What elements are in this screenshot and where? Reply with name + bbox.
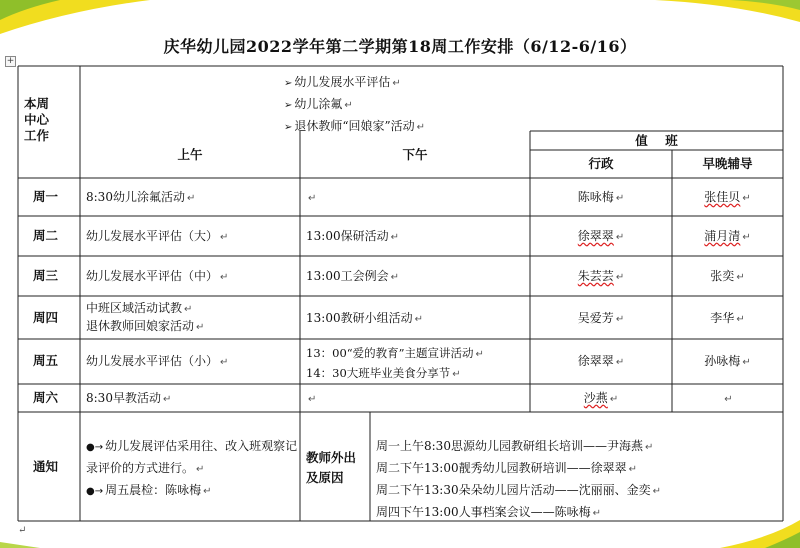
center-work-label-line: 工作 [24,128,50,143]
am-cell: 8:30早教活动 ↵ [86,391,172,405]
pm-cell: 13：00“爱的教育”主题宣讲活动 ↵ 14：30大班毕业美食分享节 ↵ [306,346,484,380]
list-item: ➢ 退休教师“回娘家”活动 ↵ [284,119,426,133]
admin-cell: 朱芸芸 ↵ [577,269,625,283]
pm-cell: 13:00保研活动 ↵ [306,229,399,243]
list-item: ➢ 幼儿发展水平评估 ↵ [284,75,401,89]
pm-cell: 13:00工会例会 ↵ [306,269,399,283]
list-item: ●→ 幼儿发展评估采用往、改入班观察记录评价的方式进行。 ↵ [86,439,298,475]
page-title: 庆华幼儿园2022学年第二学期第18周工作安排（6/12-6/16） [163,37,637,56]
am-cell: 幼儿发展水平评估（小） ↵ [86,354,229,368]
header-pm: 下午 [402,147,428,162]
list-item: ➢ 幼儿涂氟 ↵ [284,97,353,111]
pm-cell: ↵ [308,394,317,405]
list-item: 周四下午13:00人事档案会议——陈咏梅 ↵ [376,505,601,519]
am-cell: 8:30幼儿涂氟活动 ↵ [86,190,196,204]
teachers-out-label: 教师外出 及原因 [306,450,357,485]
am-cell: 中班区域活动试教 ↵ 退休教师回娘家活动 ↵ [86,301,205,333]
guard-cell: 张奕 ↵ [710,269,745,283]
admin-cell: 陈咏梅 ↵ [577,190,625,204]
admin-cell: 徐翠翠 ↵ [577,354,625,368]
arrow-bullet-icon: ➢ [284,78,293,89]
guard-cell: 浦月清 ↵ [704,229,751,243]
day-label: 周五 [33,353,59,368]
am-cell: 幼儿发展水平评估（中） ↵ [86,269,229,283]
center-work-list [284,72,425,138]
day-label: 周四 [33,310,59,325]
center-work-label-line: 本周 [24,96,50,111]
pm-cell: ↵ [308,193,317,204]
center-work-label-line: 中心 [24,112,50,127]
arrow-bullet-icon: ➢ [284,122,293,133]
am-cell: 幼儿发展水平评估（大） ↵ [86,229,229,243]
notice-label: 通知 [33,459,59,474]
header-am: 上午 [177,147,203,162]
day-label: 周六 [33,390,59,405]
table-move-handle[interactable]: + [6,56,15,66]
day-label: 周三 [33,268,59,283]
paragraph-mark: ↵ [18,525,27,536]
list-item: 周二下午13:30朵朵幼儿园片活动——沈丽丽、金奕 ↵ [376,483,661,497]
list-item: 周一上午8:30思源幼儿园教研组长培训——尹海燕 ↵ [376,439,654,453]
day-label: 周一 [33,189,59,204]
guard-cell: 孙咏梅 ↵ [704,354,751,368]
header-admin: 行政 [588,156,614,171]
bullet-icon: ●→ [86,442,104,453]
header-early-late: 早晚辅导 [702,156,753,171]
guard-cell: ↵ [724,394,733,405]
center-work-label [24,96,49,144]
arrow-bullet-icon: ➢ [284,100,293,111]
pm-cell: 13:00教研小组活动 ↵ [306,311,423,325]
header-duty: 值 班 [635,133,678,148]
day-label: 周二 [33,228,59,243]
admin-cell: 吴爱芳 ↵ [577,311,625,325]
list-item: ●→ 周五晨检：陈咏梅 ↵ [86,483,212,497]
list-item: 周二下午13:00靓秀幼儿园教研培训——徐翠翠 ↵ [376,461,637,475]
admin-cell: 徐翠翠 ↵ [577,229,625,243]
bullet-icon: ●→ [86,486,104,497]
guard-cell: 张佳贝 ↵ [704,190,751,204]
teachers-out-list [376,436,661,524]
admin-cell: 沙燕 ↵ [583,391,619,405]
notice-list [86,436,298,502]
guard-cell: 李华 ↵ [710,311,745,325]
